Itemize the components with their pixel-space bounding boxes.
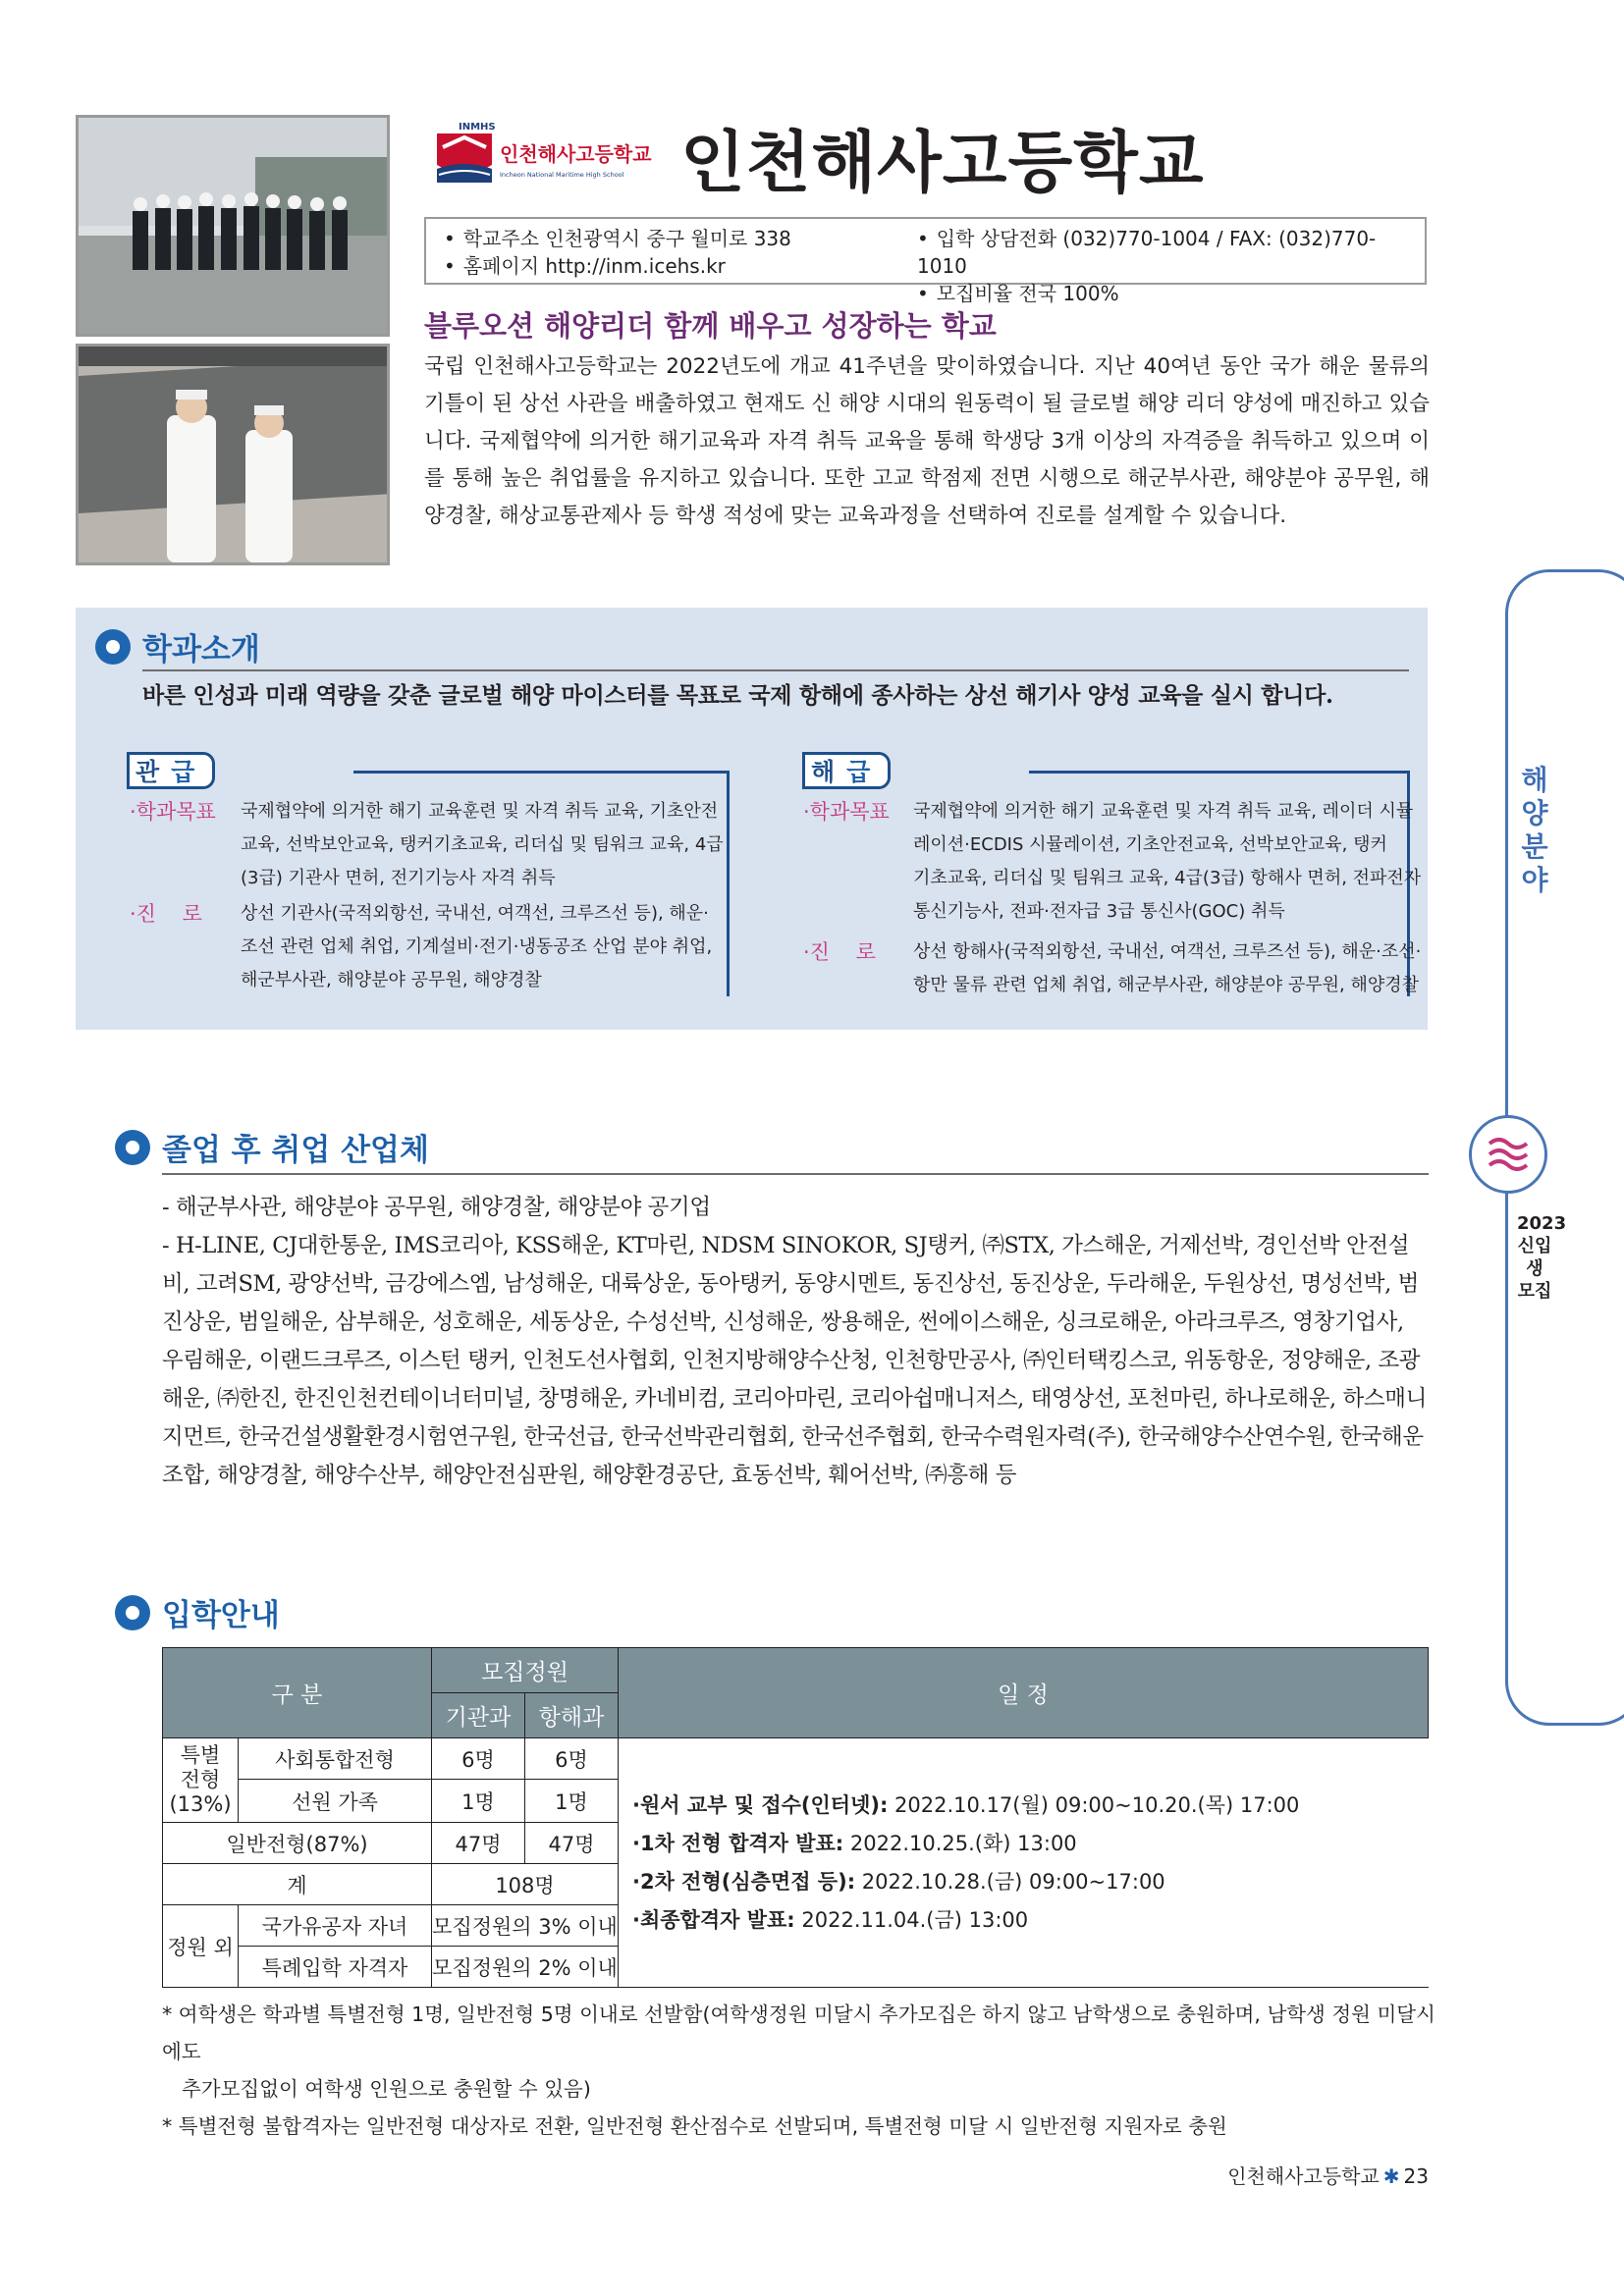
table-header-row bbox=[163, 1648, 1429, 1693]
outside-row-label: 국가유공자 자녀 bbox=[239, 1905, 432, 1947]
students-group-illustration bbox=[79, 118, 390, 337]
general-label: 일반전형(87%) bbox=[163, 1823, 432, 1864]
side-category-label: 해양분야 bbox=[1521, 764, 1548, 896]
dept-goal-line: 교육, 선박보안교육, 탱커기초교육, 리더십 및 팀워크 교육, 4급 bbox=[241, 834, 724, 855]
dept-name: 관 bbox=[130, 755, 165, 786]
outside-row-value: 모집정원의 2% 이내 bbox=[432, 1947, 619, 1988]
special-label: 특별 전형 (13%) bbox=[163, 1738, 239, 1823]
school-info-box bbox=[424, 217, 1427, 305]
head-quota: 모집정원 bbox=[432, 1648, 619, 1693]
school-intro: 국립 인천해사고등학교는 2022년도에 개교 41주년을 맞이하였습니다. 지난 40여년 동안 국가 해운 물류의 기틀이 된 상선 사관을 배출하였고 현재도 신 해양 시대의 원동력이 될 글로벌 해양 리더 양성에 매진하고 있습니다. 국제협약에 의거한 해기교육과 자격 취득 교육을 통해 학생당 3개 이상의 자격증을 취득하고 있으며 이를 통해 높은 취업률을 유지하고 있습니다. 또한 고교 학점제 전면 시행으로 해군부사관, 해양분야 공무원, 해양경찰, 해상교통관제사 등 학생 적성에 맞는 교육과정을 선택하여 진로를 설계할 수 있습니다. bbox=[424, 354, 1430, 528]
head-category: 구 분 bbox=[163, 1648, 432, 1738]
dept-goal-line: (3급) 기관사 면허, 전기기능사 자격 취득 bbox=[241, 868, 556, 888]
general-gigwan: 47명 bbox=[432, 1823, 525, 1864]
dept-label bbox=[127, 752, 215, 789]
employer-item: - 해군부사관, 해양분야 공무원, 해양경찰, 해양분야 공기업 bbox=[162, 1195, 711, 1220]
dept-name: 해 bbox=[805, 755, 840, 786]
section-bullet-icon bbox=[95, 629, 131, 665]
dept-career-key: ·진 로 bbox=[803, 940, 876, 964]
logo-text-en: Incheon National Maritime High School bbox=[500, 171, 624, 179]
dept-line bbox=[727, 771, 730, 996]
dept-goal-line: 국제협약에 의거한 해기 교육훈련 및 자격 취득 교육, 레이더 시뮬 bbox=[913, 801, 1414, 822]
school-logo bbox=[435, 120, 656, 194]
dept-goal-key: ·학과목표 bbox=[130, 800, 216, 824]
dept-career-key: ·진 로 bbox=[130, 902, 202, 926]
schedule-item: ·원서 교부 및 접수(인터넷): 2022.10.17(월) 09:00~10.20.(목) 17:00 bbox=[632, 1792, 1300, 1817]
logo-text-ko: 인천해사고등학교 bbox=[500, 142, 652, 166]
admission-notes bbox=[162, 1996, 1438, 2145]
employer-list bbox=[162, 1189, 1429, 1495]
employ-section-title: 졸업 후 취업 산업체 bbox=[162, 1133, 429, 1168]
side-year-label: 2023 신입생 모집 bbox=[1517, 1213, 1567, 1302]
admission-section-title: 입학안내 bbox=[162, 1598, 280, 1633]
info-col-right bbox=[917, 225, 1425, 307]
schedule-cell bbox=[619, 1738, 1429, 1988]
total-label: 계 bbox=[163, 1864, 432, 1905]
admission-table bbox=[162, 1647, 1429, 1988]
school-phone: • 입학 상담전화 (032)770-1004 / FAX: (032)770-1010 bbox=[917, 225, 1425, 280]
dept-goal-line: 레이션·ECDIS 시뮬레이션, 기초안전교육, 선박보안교육, 탱커 bbox=[913, 834, 1387, 855]
schedule-item: ·최종합격자 발표: 2022.11.04.(금) 13:00 bbox=[632, 1907, 1029, 1932]
dept-career-line: 상선 기관사(국적외항선, 국내선, 여객선, 크루즈선 등), 해운· bbox=[241, 903, 709, 924]
school-address: • 학교주소 인천광역시 중구 월미로 338 bbox=[444, 225, 791, 252]
section-bullet-icon bbox=[115, 1595, 150, 1630]
school-tagline: 블루오션 해양리더 함께 배우고 성장하는 학교 bbox=[424, 309, 997, 343]
logo-emblem-text: INMHS bbox=[459, 122, 496, 133]
dept-label bbox=[802, 752, 891, 789]
school-homepage: • 홈페이지 http://inm.icehs.kr bbox=[444, 252, 791, 280]
page-title: 인천해사고등학교 bbox=[680, 125, 1205, 202]
dept-goal-line: 통신기능사, 전파·전자급 3급 통신사(GOC) 취득 bbox=[913, 901, 1285, 922]
photo-students-salute bbox=[76, 344, 390, 565]
employer-item: - H-LINE, CJ대한통운, IMS코리아, KSS해운, KT마린, NDSM SINOKOR, SJ탱커, ㈜STX, 가스해운, 거제선박, 경인선박 안전설비, 고려SM, 광양선박, 금강에스엠, 남성해운, 대륙상운, 동아탱커, 동양시멘트, 동진상선, 동진상운, 두라해운, 두원상선, 명성선박, 범진상운, 범일해운, 삼부해운, 성호해운, 세동상운, 수성선박, 신성해운, 쌍용해운, 썬에이스해운, 싱크로해운, 아라크루즈, 영창기업사, 우림해운, 이랜드크루즈, 이스턴 탱커, 인천도선사협회, 인천지방해양수산청, 인천항만공사, ㈜인터택킹스코, 위동항운, 정양해운, 조광해운, ㈜한진, 한진인천컨테이너터미널, 창명해운, 카네비컴, 코리아마린, 코리아쉽매니저스, 태영상선, 포천마린, 하나로해운, 하스매니지먼트, 한국건설생활환경시험연구원, 한국선급, 한국선박관리협회, 한국선주협회, 한국수력원자력(주), 한국해양수산연수원, 한국해운조합, 해양경찰, 해양수산부, 해양안전심판원, 해양환경공단, 효동선박, 훼어선박, ㈜흥해 등 bbox=[162, 1233, 1427, 1488]
total-value: 108명 bbox=[432, 1864, 619, 1905]
dept-career-line: 항만 물류 관련 업체 취업, 해군부사관, 해양분야 공무원, 해양경찰 bbox=[913, 975, 1420, 995]
row-gigwan: 6명 bbox=[432, 1738, 525, 1780]
dept-count: 급 bbox=[846, 758, 871, 786]
note-line: * 특별전형 불합격자는 일반전형 대상자로 전환, 일반전형 환산점수로 선발되며, 특별전형 미달 시 일반전형 지원자로 충원 bbox=[162, 2114, 1227, 2138]
wave-icon bbox=[1469, 1115, 1547, 1194]
section-divider bbox=[162, 1173, 1429, 1175]
dept-line bbox=[353, 771, 727, 774]
section-bullet-icon bbox=[115, 1130, 150, 1165]
table-row bbox=[163, 1738, 1429, 1780]
dept-goal-line: 국제협약에 의거한 해기 교육훈련 및 자격 취득 교육, 기초안전 bbox=[241, 801, 719, 822]
outside-row-value: 모집정원의 3% 이내 bbox=[432, 1905, 619, 1947]
outside-row-label: 특례입학 자격자 bbox=[239, 1947, 432, 1988]
row-label: 사회통합전형 bbox=[239, 1738, 432, 1780]
star-icon: ✱ bbox=[1382, 2164, 1400, 2188]
schedule-item: ·1차 전형 합격자 발표: 2022.10.25.(화) 13:00 bbox=[632, 1831, 1077, 1855]
page-footer bbox=[1227, 2161, 1429, 2189]
info-col-left bbox=[444, 225, 791, 280]
note-line: * 여학생은 학과별 특별전형 1명, 일반전형 5명 이내로 선발함(여학생정원 미달시 추가모집은 하지 않고 남학생으로 충원하며, 남학생 정원 미달시에도 bbox=[162, 2002, 1435, 2063]
footer-school: 인천해사고등학교 bbox=[1227, 2164, 1380, 2188]
dept-career-line: 상선 항해사(국적외항선, 국내선, 여객선, 크루즈선 등), 해운·조선· bbox=[913, 941, 1422, 962]
dept-goal-line: 기초교육, 리더십 및 팀워크 교육, 4급(3급) 항해사 면허, 전파전자 bbox=[913, 868, 1422, 888]
head-schedule: 일 정 bbox=[619, 1648, 1429, 1738]
section-divider bbox=[142, 669, 1409, 671]
schedule-item: ·2차 전형(심층면접 등): 2022.10.28.(금) 09:00~17:00 bbox=[632, 1869, 1165, 1894]
head-gigwan: 기관과 bbox=[432, 1693, 525, 1738]
recruit-ratio: • 모집비율 전국 100% bbox=[917, 280, 1425, 307]
row-hanghae: 6명 bbox=[525, 1738, 619, 1780]
row-label: 선원 가족 bbox=[239, 1780, 432, 1823]
dept-section-title: 학과소개 bbox=[142, 632, 260, 667]
general-hanghae: 47명 bbox=[525, 1823, 619, 1864]
dept-section-desc: 바른 인성과 미래 역량을 갖춘 글로벌 해양 마이스터를 목표로 국제 항해에 종사하는 상선 해기사 양성 교육을 실시 합니다. bbox=[142, 682, 1333, 709]
students-salute-illustration bbox=[79, 347, 390, 565]
page-number: 23 bbox=[1403, 2164, 1429, 2188]
note-line: 추가모집없이 여학생 인원으로 충원할 수 있음) bbox=[182, 2077, 591, 2101]
head-hanghae: 항해과 bbox=[525, 1693, 619, 1738]
outside-label: 정원 외 bbox=[163, 1905, 239, 1988]
dept-count: 급 bbox=[171, 758, 195, 786]
dept-career-line: 해군부사관, 해양분야 공무원, 해양경찰 bbox=[241, 970, 542, 990]
row-gigwan: 1명 bbox=[432, 1780, 525, 1823]
row-hanghae: 1명 bbox=[525, 1780, 619, 1823]
dept-line bbox=[1029, 771, 1410, 774]
dept-career-line: 조선 관련 업체 취업, 기계설비·전기·냉동공조 산업 분야 취업, bbox=[241, 936, 713, 957]
dept-goal-key: ·학과목표 bbox=[803, 800, 890, 824]
photo-students-group bbox=[76, 115, 390, 337]
